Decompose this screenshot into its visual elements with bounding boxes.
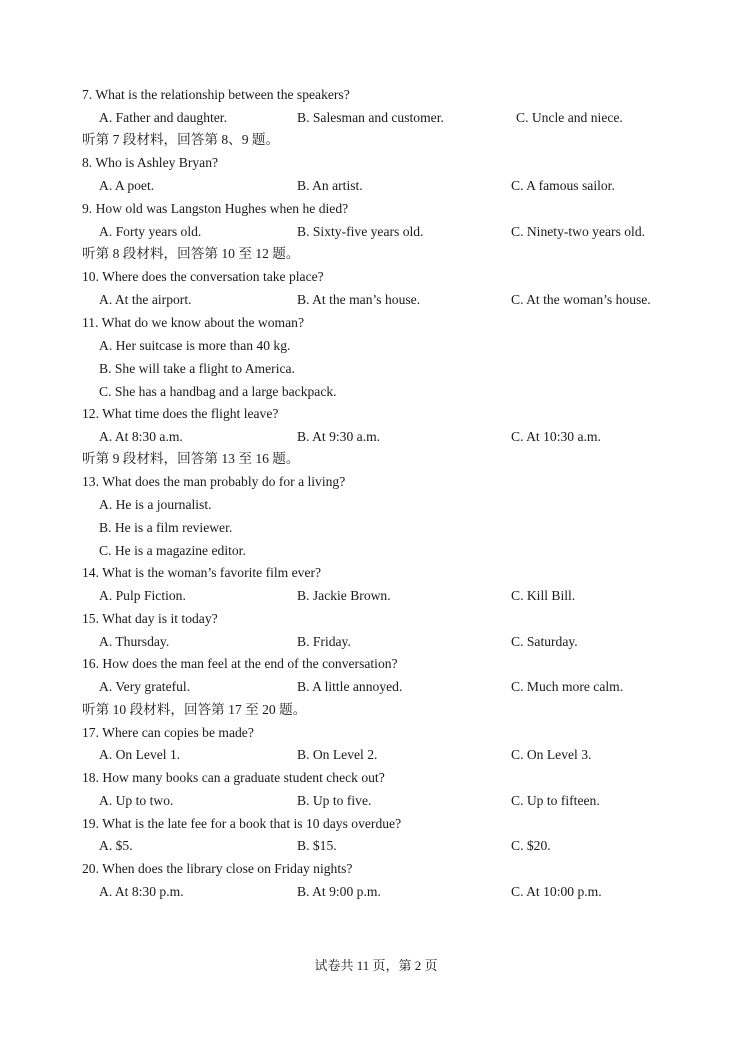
question-7-option-a: A. Father and daughter. (99, 110, 227, 125)
question-11-option-c: C. She has a handbag and a large backpack. (99, 384, 337, 399)
question-16-option-c: C. Much more calm. (511, 679, 624, 694)
question-15-option-c: C. Saturday. (511, 634, 578, 649)
question-15-option-b: B. Friday. (297, 634, 351, 649)
section-instruction-7: 听第 7 段材料，回答第 8、9 题。 (82, 132, 280, 147)
question-15-option-a: A. Thursday. (99, 634, 170, 649)
section-instruction-10: 听第 10 段材料，回答第 17 至 20 题。 (82, 702, 307, 717)
question-18: 18. How many books can a graduate student check out? (82, 770, 385, 785)
question-11-option-b: B. She will take a flight to America. (99, 361, 295, 376)
question-9-option-c: C. Ninety-two years old. (511, 224, 646, 239)
question-8-option-a: A. A poet. (99, 178, 155, 193)
section-instruction-8: 听第 8 段材料，回答第 10 至 12 题。 (82, 246, 300, 261)
question-18-option-b: B. Up to five. (297, 793, 372, 808)
question-10-option-b: B. At the man’s house. (297, 292, 421, 307)
question-20-option-a: A. At 8:30 p.m. (99, 884, 184, 899)
question-13: 13. What does the man probably do for a living? (82, 474, 346, 489)
question-12: 12. What time does the flight leave? (82, 406, 279, 421)
question-13-option-c: C. He is a magazine editor. (99, 543, 246, 558)
question-8-option-c: C. A famous sailor. (511, 178, 615, 193)
question-13-option-b: B. He is a film reviewer. (99, 520, 233, 535)
question-11: 11. What do we know about the woman? (82, 315, 304, 330)
question-12-option-c: C. At 10:30 a.m. (511, 429, 601, 444)
question-19-option-b: B. $15. (297, 838, 337, 853)
question-9: 9. How old was Langston Hughes when he died? (82, 201, 349, 216)
question-17-option-b: B. On Level 2. (297, 747, 378, 762)
question-8-option-b: B. An artist. (297, 178, 363, 193)
question-9-option-a: A. Forty years old. (99, 224, 202, 239)
question-18-option-c: C. Up to fifteen. (511, 793, 600, 808)
question-16: 16. How does the man feel at the end of the conversation? (82, 656, 398, 671)
question-17-option-c: C. On Level 3. (511, 747, 592, 762)
question-10-option-c: C. At the woman’s house. (511, 292, 651, 307)
question-19: 19. What is the late fee for a book that is 10 days overdue? (82, 816, 402, 831)
question-16-option-a: A. Very grateful. (99, 679, 191, 694)
section-instruction-9: 听第 9 段材料，回答第 13 至 16 题。 (82, 451, 300, 466)
question-15: 15. What day is it today? (82, 611, 218, 626)
question-10: 10. Where does the conversation take place? (82, 269, 324, 284)
question-12-option-b: B. At 9:30 a.m. (297, 429, 381, 444)
question-18-option-a: A. Up to two. (99, 793, 174, 808)
question-7-option-b: B. Salesman and customer. (297, 110, 444, 125)
question-11-option-a: A. Her suitcase is more than 40 kg. (99, 338, 291, 353)
question-8: 8. Who is Ashley Bryan? (82, 155, 219, 170)
question-19-option-a: A. $5. (99, 838, 133, 853)
question-20: 20. When does the library close on Friday nights? (82, 861, 353, 876)
question-7: 7. What is the relationship between the speakers? (82, 87, 350, 102)
question-14-option-a: A. Pulp Fiction. (99, 588, 186, 603)
question-13-option-a: A. He is a journalist. (99, 497, 212, 512)
question-19-option-c: C. $20. (511, 838, 551, 853)
question-20-option-b: B. At 9:00 p.m. (297, 884, 381, 899)
question-17: 17. Where can copies be made? (82, 725, 254, 740)
question-14-option-b: B. Jackie Brown. (297, 588, 391, 603)
question-9-option-b: B. Sixty-five years old. (297, 224, 424, 239)
question-10-option-a: A. At the airport. (99, 292, 192, 307)
page-footer: 试卷共 11 页，第 2 页 (314, 958, 438, 973)
question-16-option-b: B. A little annoyed. (297, 679, 403, 694)
question-14: 14. What is the woman’s favorite film ever? (82, 565, 322, 580)
question-12-option-a: A. At 8:30 a.m. (99, 429, 183, 444)
question-14-option-c: C. Kill Bill. (511, 588, 576, 603)
question-20-option-c: C. At 10:00 p.m. (511, 884, 602, 899)
question-17-option-a: A. On Level 1. (99, 747, 181, 762)
question-7-option-c: C. Uncle and niece. (516, 110, 623, 125)
